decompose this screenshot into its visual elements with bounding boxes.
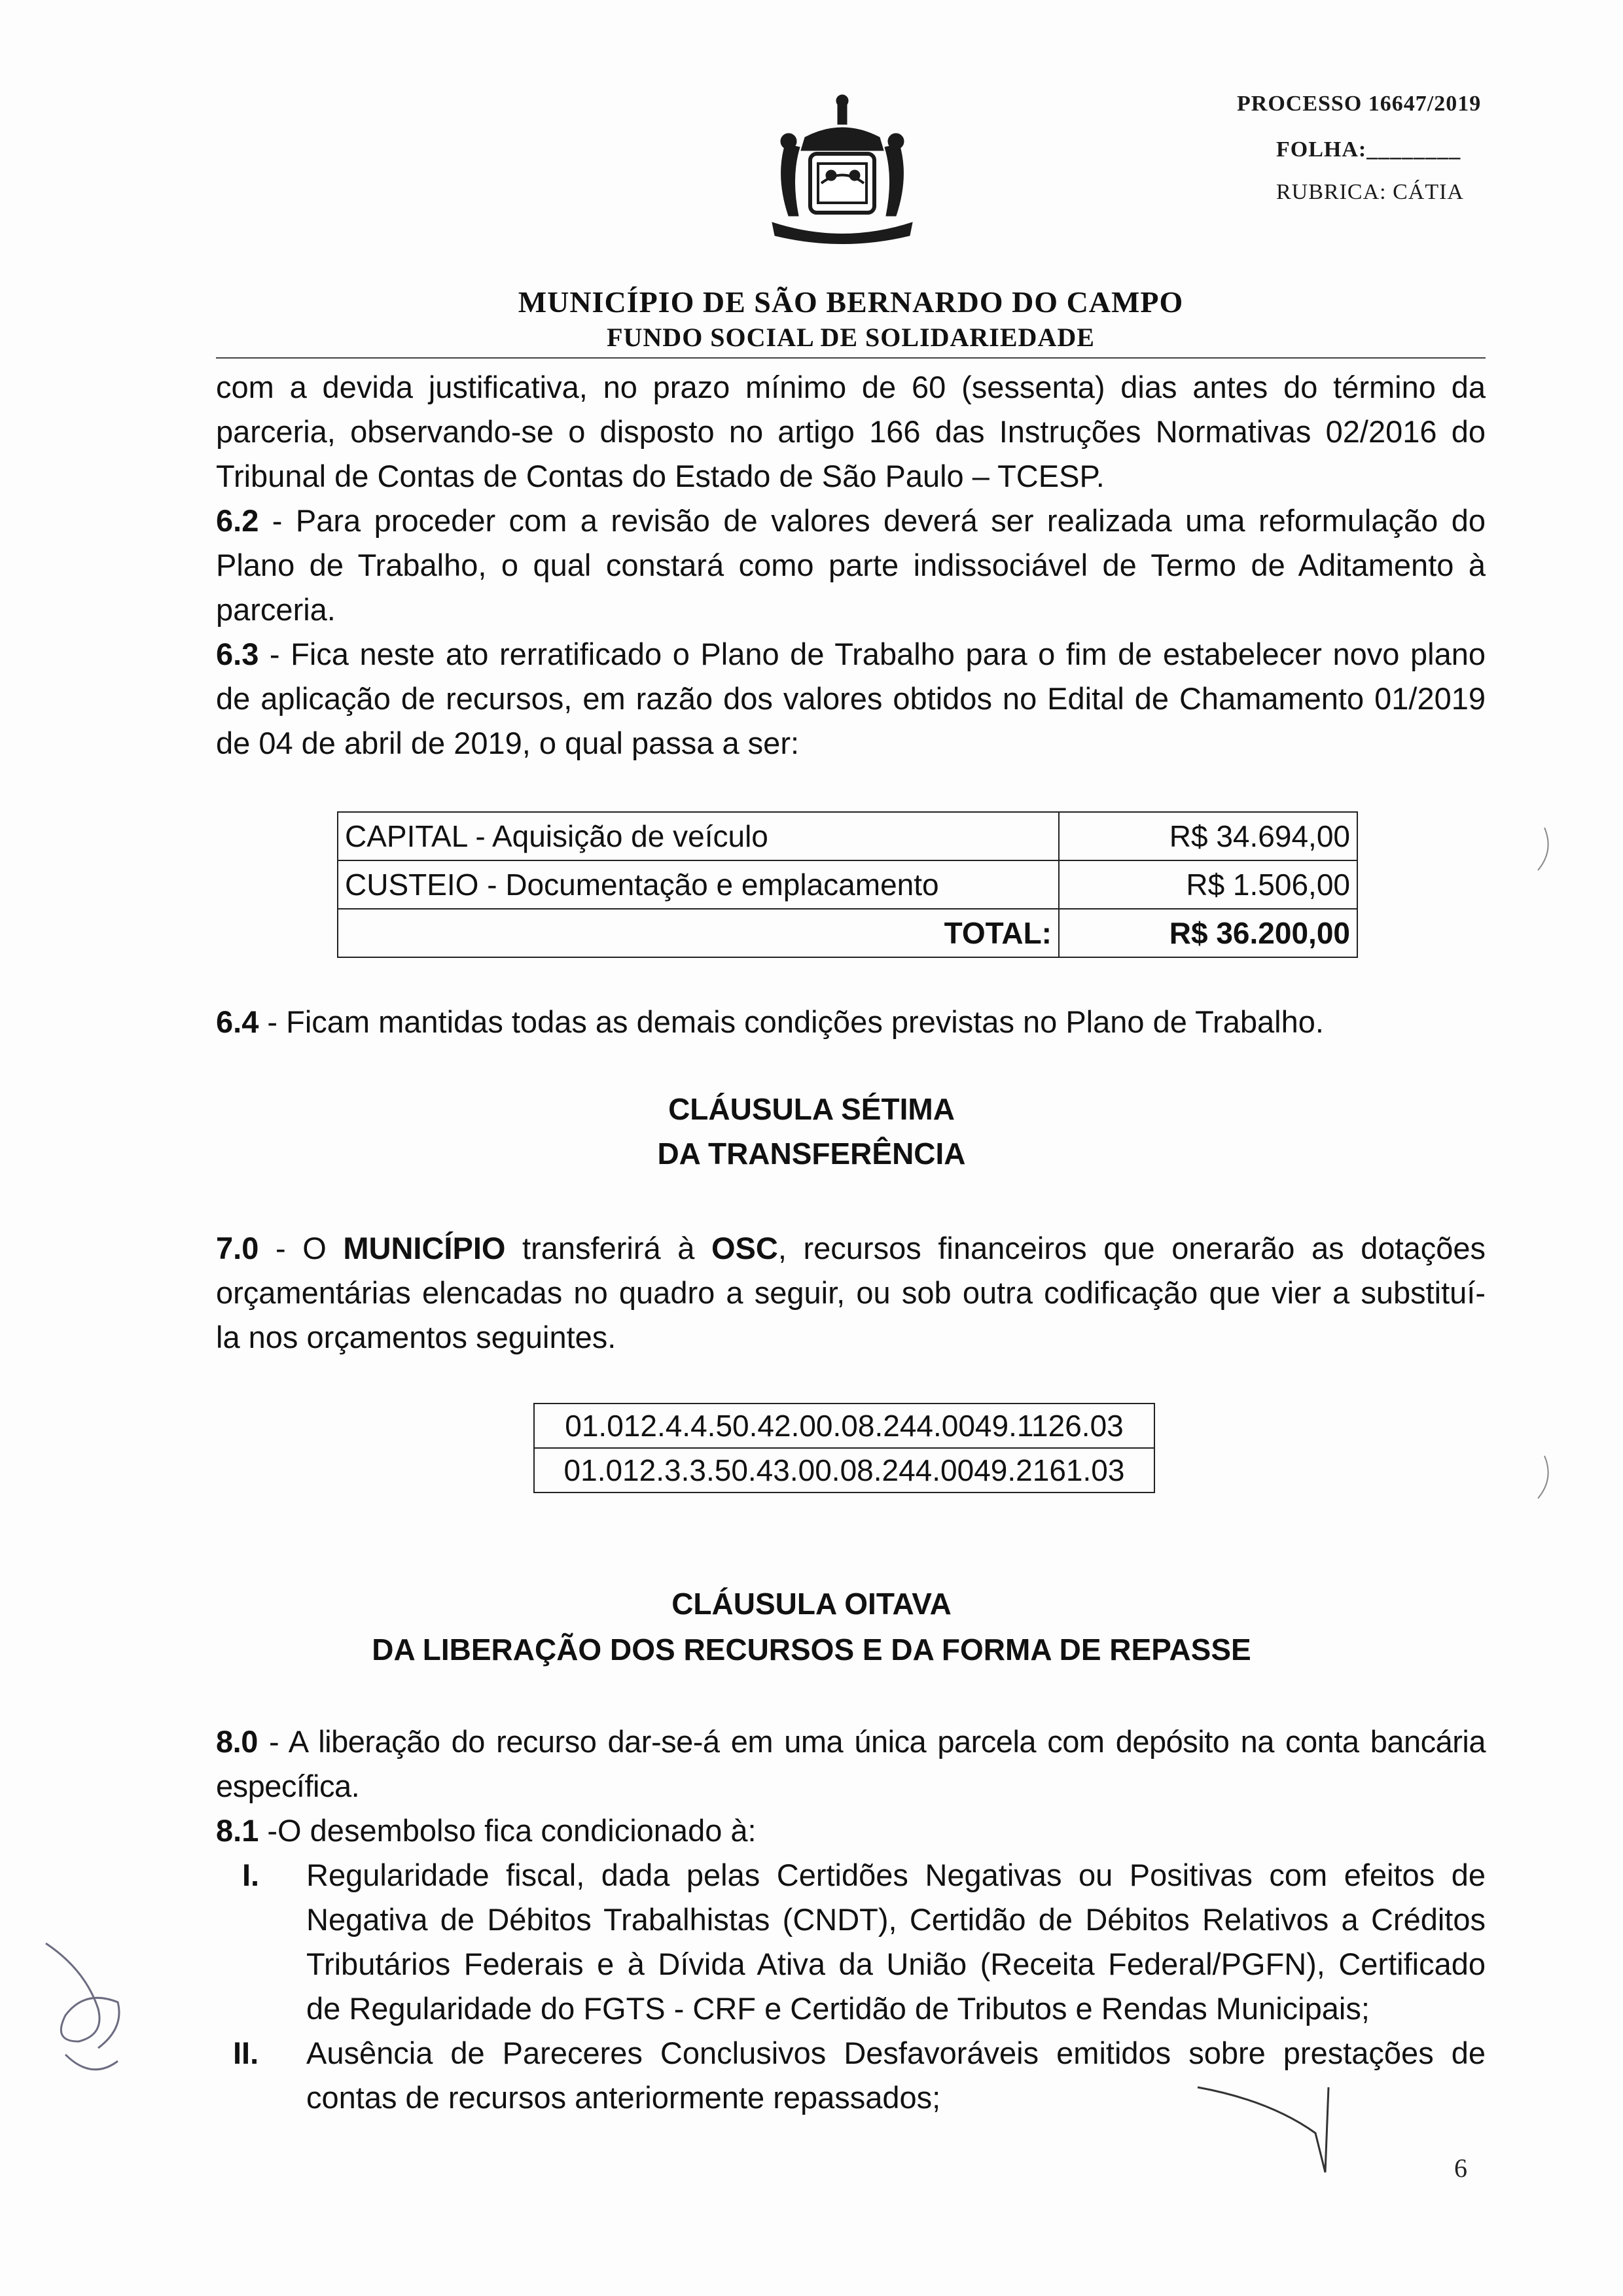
table-row — [338, 860, 1357, 909]
margin-mark-bottom — [1531, 1453, 1558, 1505]
item-I-text: Regularidade fiscal, dada pelas Certidões Negativas ou Positivas com efeitos de Negativa de Débitos Trabalhistas (CNDT), Certidão de Débitos Relativos a Créditos Tributários Federais e à Dívida Ativa da União (Receita Federal/PGFN), Certificado de Regularidade do FGTS - CRF e Certidão de Tributos e Rendas Municipais; — [306, 1858, 1486, 2026]
budget-row-label: CAPITAL - Aquisição de veículo — [338, 812, 1059, 860]
table-row — [534, 1404, 1154, 1448]
item-II-text: Ausência de Pareceres Conclusivos Desfavoráveis emitidos sobre prestações de contas de recursos anteriormente repassados; — [306, 2036, 1486, 2115]
coat-of-arms-seal — [759, 92, 929, 249]
budget-total-label: TOTAL: — [338, 909, 1059, 957]
clause-7-title: CLÁUSULA SÉTIMA — [668, 1092, 955, 1126]
budget-code-table — [533, 1403, 1155, 1493]
paragraph-6-4: 6.4 - Ficam mantidas todas as demais condições previstas no Plano de Trabalho. — [216, 1004, 1324, 1039]
process-number: PROCESSO 16647/2019 — [1237, 92, 1482, 116]
table-row — [338, 909, 1357, 957]
budget-code: 01.012.3.3.50.43.00.08.244.0049.2161.03 — [534, 1448, 1154, 1492]
paragraph-8-1: 8.1 -O desembolso fica condicionado à: — [216, 1813, 757, 1848]
paragraph-7-0: 7.0 - O MUNICÍPIO transferirá à OSC, recursos financeiros que onerarão as dotações orçamentárias elencadas no quadro a seguir, ou sob outra codificação que vier a substituí- la nos orçamentos seguintes. — [216, 1231, 1486, 1354]
budget-row-value: R$ 34.694,00 — [1059, 812, 1357, 860]
item-II-number: II. — [233, 2036, 259, 2070]
item-I-number: I. — [242, 1858, 260, 1892]
header-divider — [216, 357, 1486, 359]
clause-8-title: CLÁUSULA OITAVA — [671, 1587, 952, 1621]
handwritten-signature-stroke — [1191, 2061, 1387, 2179]
municipality-title: MUNICÍPIO DE SÃO BERNARDO DO CAMPO — [518, 285, 1184, 319]
table-row — [338, 812, 1357, 860]
fund-title: FUNDO SOCIAL DE SOLIDARIEDADE — [607, 323, 1095, 352]
clause-8-subtitle: DA LIBERAÇÃO DOS RECURSOS E DA FORMA DE REPASSE — [372, 1633, 1251, 1667]
budget-table — [337, 811, 1358, 958]
budget-total-value: R$ 36.200,00 — [1059, 909, 1357, 957]
paragraph-6-1-continuation: com a devida justificativa, no prazo mínimo de 60 (sessenta) dias antes do término da parceria, observando-se o disposto no artigo 166 das Instruções Normativas 02/2016 do Tribunal de Contas de Contas do Estado de São Paulo – TCESP. — [216, 370, 1486, 493]
paragraph-6-2: 6.2 - Para proceder com a revisão de valores deverá ser realizada uma reformulação do Plano de Trabalho, o qual constará como parte indissociável de Termo de Aditamento à parceria. — [216, 503, 1486, 627]
folha-field: FOLHA:________ — [1276, 137, 1461, 162]
paragraph-8-0: 8.0 - A liberação do recurso dar-se-á em uma única parcela com depósito na conta bancária específica. — [216, 1724, 1486, 1803]
paragraph-6-3: 6.3 - Fica neste ato rerratificado o Plano de Trabalho para o fim de estabelecer novo plano de aplicação de recursos, em razão dos valores obtidos no Edital de Chamamento 01/2019 de 04 de abril de 2019, o qual passa a ser: — [216, 637, 1486, 760]
budget-row-label: CUSTEIO - Documentação e emplacamento — [338, 860, 1059, 909]
clause-7-subtitle: DA TRANSFERÊNCIA — [657, 1137, 966, 1171]
budget-code: 01.012.4.4.50.42.00.08.244.0049.1126.03 — [534, 1404, 1154, 1448]
page-number: 6 — [1454, 2153, 1467, 2183]
handwritten-rubric-left — [26, 1930, 144, 2100]
budget-row-value: R$ 1.506,00 — [1059, 860, 1357, 909]
table-row — [534, 1448, 1154, 1492]
margin-mark-top — [1531, 824, 1558, 877]
rubrica-field: RUBRICA: CÁTIA — [1276, 180, 1464, 204]
